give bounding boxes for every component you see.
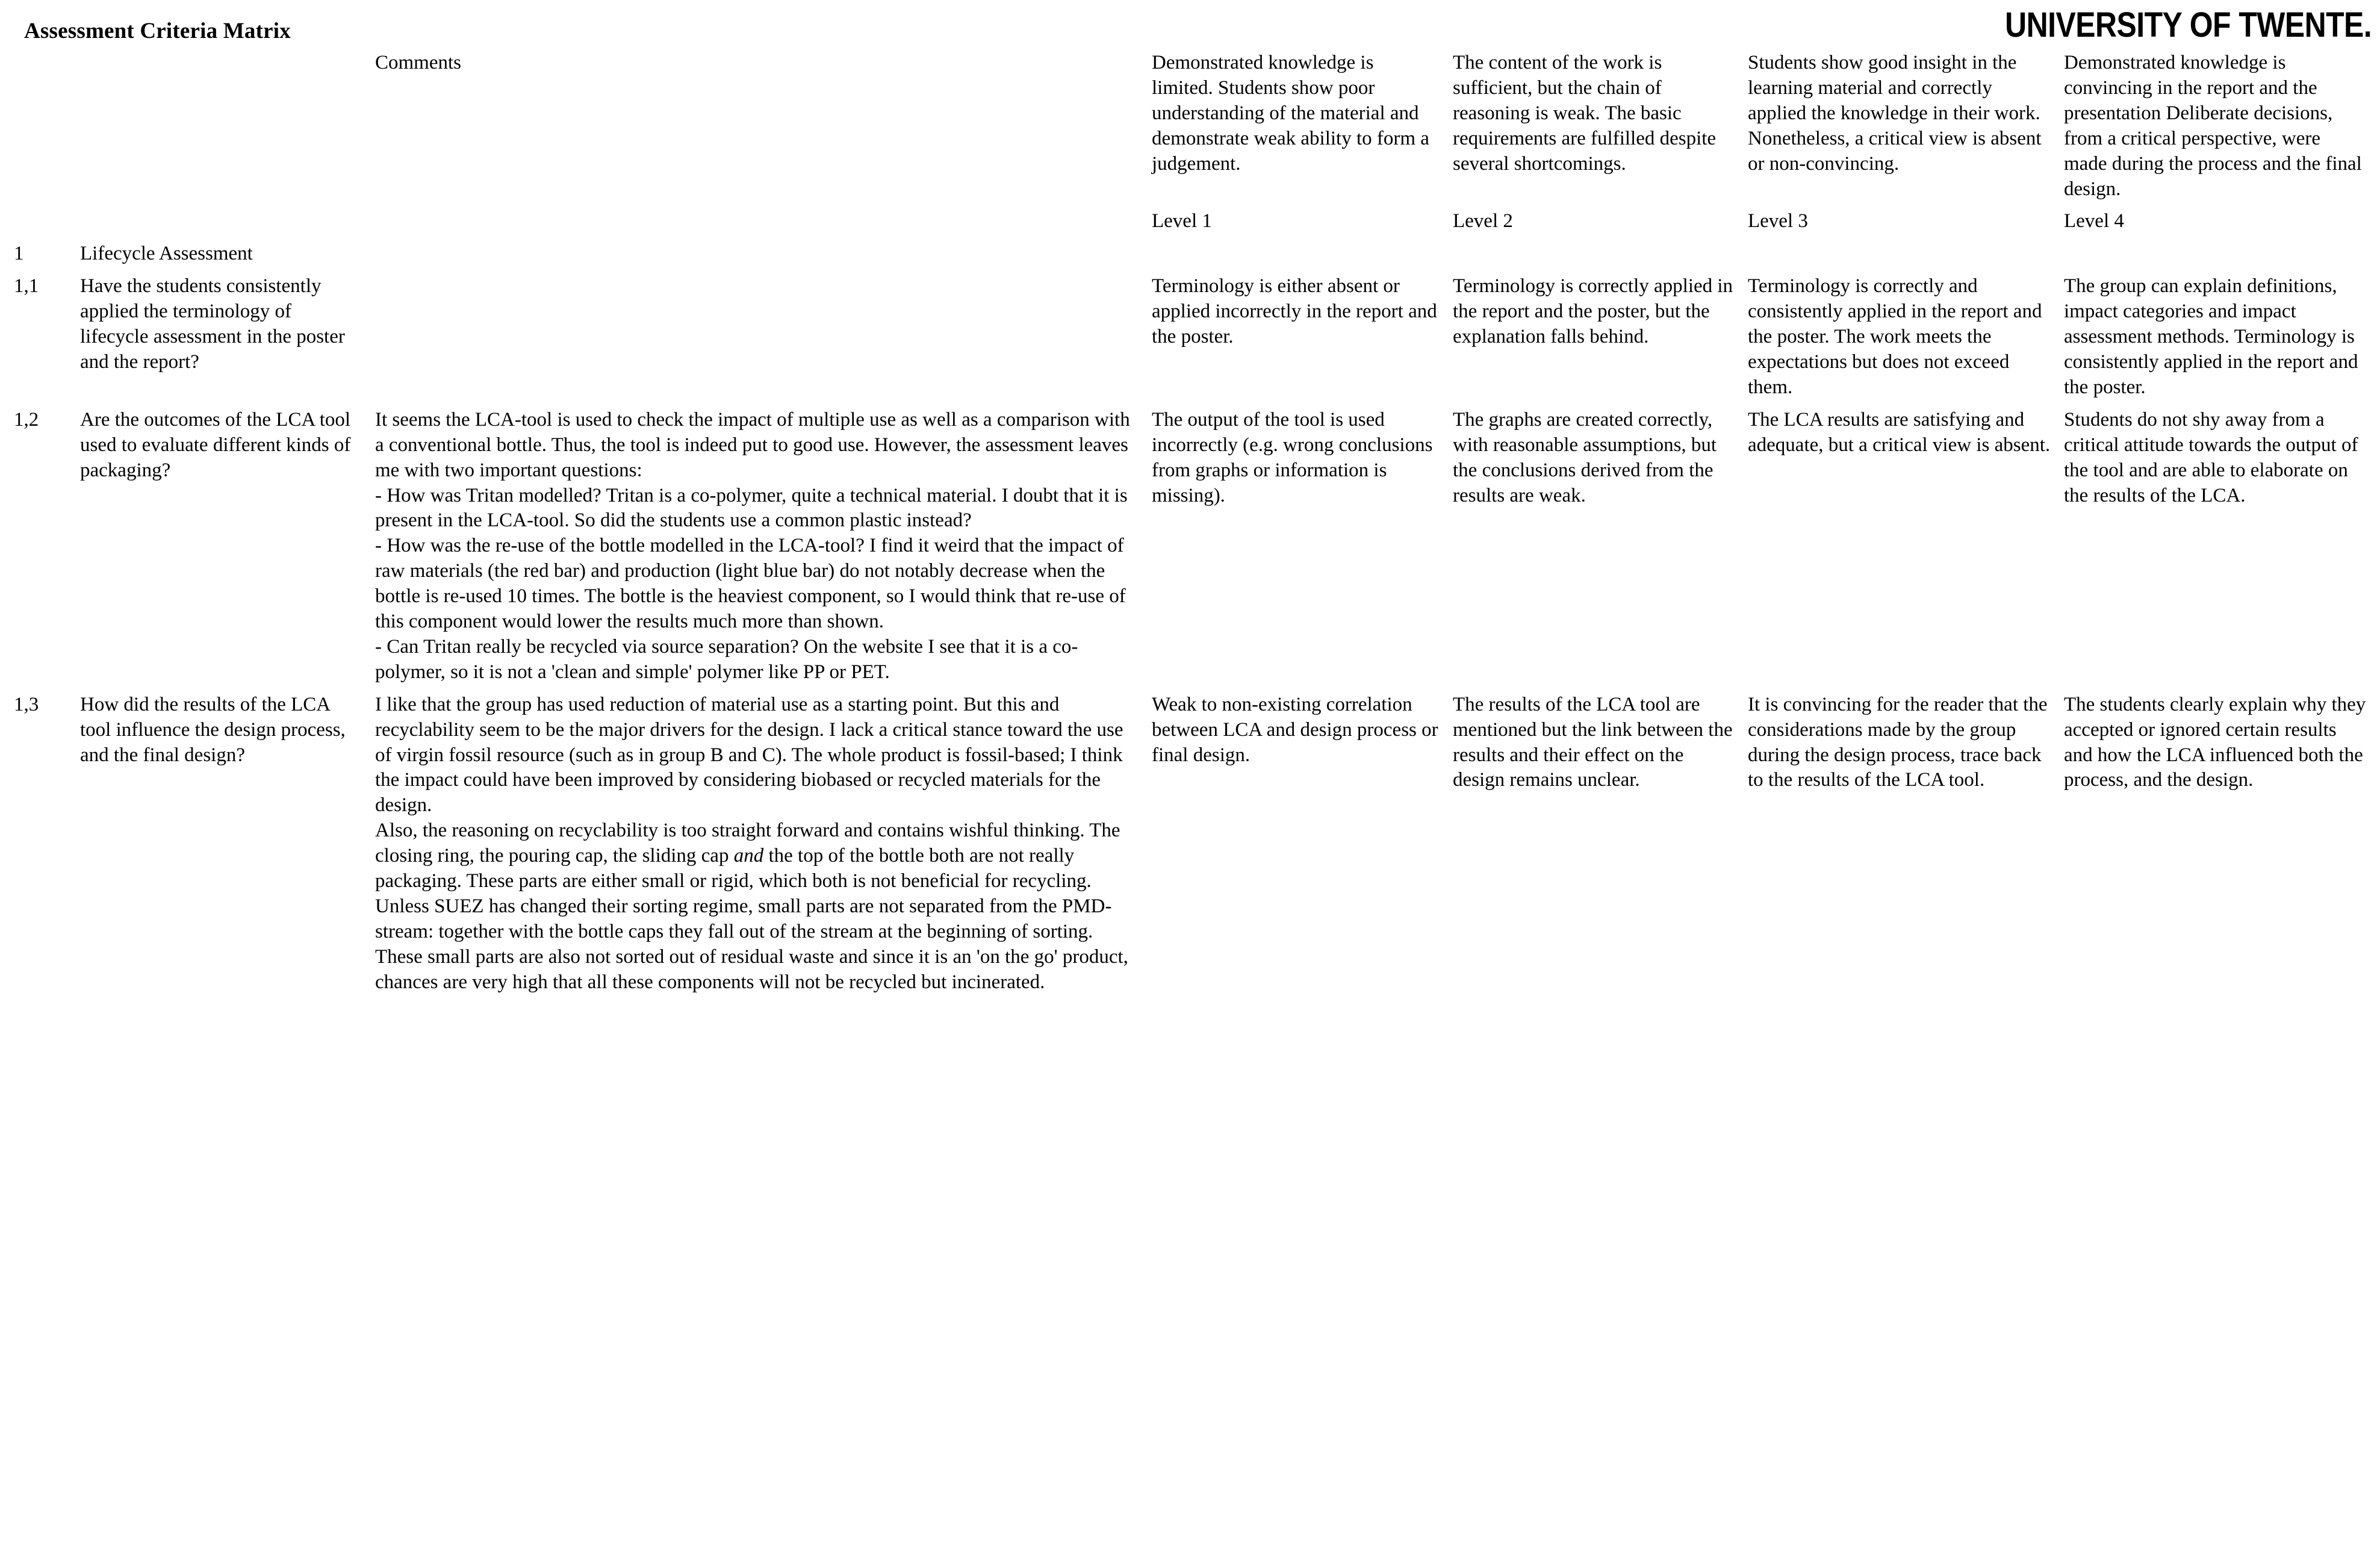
assessment-criteria-table: [7, 47, 2373, 999]
comment-paragraph: I like that the group has used reduction of material use as a starting point. But this and recyclability seem to be the major drivers for the design. I lack a critical stance toward the use of virgin fossil resource (such as in group B and C). The whole product is fossil-based; I think the impact could have been improved by considering biobased or recycled materials for the design.: [375, 693, 1123, 817]
criterion-row: [7, 689, 2373, 999]
level-1-descriptor: Demonstrated knowledge is limited. Students show poor understanding of the material and demonstrate weak ability to form a judgement.: [1152, 52, 1429, 175]
level-descriptor-row: [7, 47, 2373, 205]
level-3-cell[interactable]: The LCA results are satisfying and adequate, but a critical view is absent.: [1748, 408, 2051, 456]
level-1-cell[interactable]: Weak to non-existing correlation between LCA and design process or final design.: [1152, 693, 1438, 766]
header-spacer-criterion: [73, 47, 368, 205]
header-spacer-comments-2: [368, 205, 1145, 238]
criterion-text: Are the outcomes of the LCA tool used to evaluate different kinds of packaging?: [80, 408, 351, 481]
level-1-label: Level 1: [1152, 210, 1212, 232]
level-4-cell[interactable]: Students do not shy away from a critical attitude towards the output of the tool and are able to elaborate on the results of the LCA.: [2064, 408, 2358, 506]
comment-cell[interactable]: [368, 270, 1145, 404]
level-1-cell[interactable]: Terminology is either absent or applied incorrectly in the report and the poster.: [1152, 275, 1437, 348]
comment-paragraph: It seems the LCA-tool is used to check the impact of multiple use as well as a comparison with a conventional bottle. Thus, the tool is indeed put to good use. However, the assessment leaves me with two important questions:: [375, 408, 1130, 481]
level-2-cell-selected[interactable]: The results of the LCA tool are mentioned but the link between the results and their effect on the design remains unclear.: [1453, 693, 1733, 791]
level-label-row: [7, 205, 2373, 238]
page-title: Assessment Criteria Matrix: [24, 19, 291, 43]
comment-paragraph: Also, the reasoning on recyclability is too straight forward and contains wishful thinking. The closing ring, the pouring cap, the sliding cap and the top of the bottle both are not really packaging. These parts are either small or rigid, which both is not beneficial for recycling. Unless SUEZ has changed their sorting regime, small parts are not separated from the PMD-stream: together with the bottle caps they fall out of the stream at the beginning of sorting. These small parts are also not sorted out of residual waste and since it is an 'on the go' product, chances are very high that all these components will not be recycled but incinerated.: [375, 820, 1128, 993]
university-of-twente-logo: UNIVERSITY OF TWENTE.: [2004, 5, 2372, 45]
level-3-label: Level 3: [1748, 210, 1808, 232]
criterion-number: 1,1: [14, 275, 39, 297]
comments-label: Comments: [375, 52, 462, 73]
level-2-descriptor: The content of the work is sufficient, but the chain of reasoning is weak. The basic requirements are fulfilled despite several shortcomings.: [1453, 52, 1717, 175]
level-3-descriptor: Students show good insight in the learning material and correctly applied the knowledge in their work. Nonetheless, a critical view is absent or non-convincing.: [1748, 52, 2042, 175]
comment-paragraph: - How was Tritan modelled? Tritan is a co-polymer, quite a technical material. I doubt that it is present in the LCA-tool. So did the students use a common plastic instead?: [375, 484, 1128, 532]
section-blank-level-3: [1741, 238, 2057, 270]
level-3-cell[interactable]: It is convincing for the reader that the considerations made by the group during the design process, trace back to the results of the LCA tool.: [1748, 693, 2048, 791]
section-blank-level-1: [1145, 238, 1446, 270]
header-spacer-number: [7, 47, 73, 205]
comment-paragraph: - Can Tritan really be recycled via source separation? On the website I see that it is a co-polymer, so it is not a 'clean and simple' polymer like PP or PET.: [375, 635, 1078, 683]
emphasized-word: and: [733, 845, 764, 867]
criterion-number: 1,3: [14, 693, 39, 715]
section-header-row: [7, 238, 2373, 270]
page-header: [0, 0, 2380, 47]
level-4-descriptor: Demonstrated knowledge is convincing in the report and the presentation Deliberate decisions, from a critical perspective, were made during the process and the final design.: [2064, 52, 2362, 200]
comment-cell[interactable]: [368, 689, 1145, 999]
criterion-text: How did the results of the LCA tool influence the design process, and the final design?: [80, 693, 346, 766]
section-blank-level-2: [1446, 238, 1741, 270]
criterion-row: [7, 270, 2373, 404]
level-1-cell[interactable]: The output of the tool is used incorrectly (e.g. wrong conclusions from graphs or information is missing).: [1152, 408, 1433, 506]
section-name: Lifecycle Assessment: [80, 243, 253, 265]
criterion-row: [7, 404, 2373, 689]
level-4-cell[interactable]: The students clearly explain why they accepted or ignored certain results and how the LCA influenced both the process, and the design.: [2064, 693, 2366, 791]
level-2-label: Level 2: [1453, 210, 1513, 232]
comment-paragraph: - How was the re-use of the bottle modelled in the LCA-tool? I find it weird that the impact of raw materials (the red bar) and production (light blue bar) do not notably decrease when the bottle is re-used 10 times. The bottle is the heaviest component, so I would think that re-use of this component would lower the results much more than shown.: [375, 535, 1126, 633]
comment-cell[interactable]: [368, 404, 1145, 689]
level-2-cell[interactable]: Terminology is correctly applied in the report and the poster, but the explanation falls behind.: [1453, 275, 1733, 348]
level-3-cell-selected[interactable]: Terminology is correctly and consistently applied in the report and the poster. The work meets the expectations but does not exceed them.: [1748, 275, 2042, 398]
header-spacer-number-2: [7, 205, 73, 238]
header-spacer-criterion-2: [73, 205, 368, 238]
criterion-number: 1,2: [14, 408, 39, 431]
level-4-label: Level 4: [2064, 210, 2124, 232]
level-2-cell-selected[interactable]: The graphs are created correctly, with reasonable assumptions, but the conclusions derived from the results are weak.: [1453, 408, 1717, 506]
section-blank-level-4: [2057, 238, 2373, 270]
section-number: 1: [14, 243, 24, 265]
criterion-text: Have the students consistently applied the terminology of lifecycle assessment in the poster and the report?: [80, 275, 345, 373]
level-4-cell[interactable]: The group can explain definitions, impact categories and impact assessment methods. Terminology is consistently applied in the report and the poster.: [2064, 275, 2358, 398]
comments-column-header: [368, 47, 1145, 205]
